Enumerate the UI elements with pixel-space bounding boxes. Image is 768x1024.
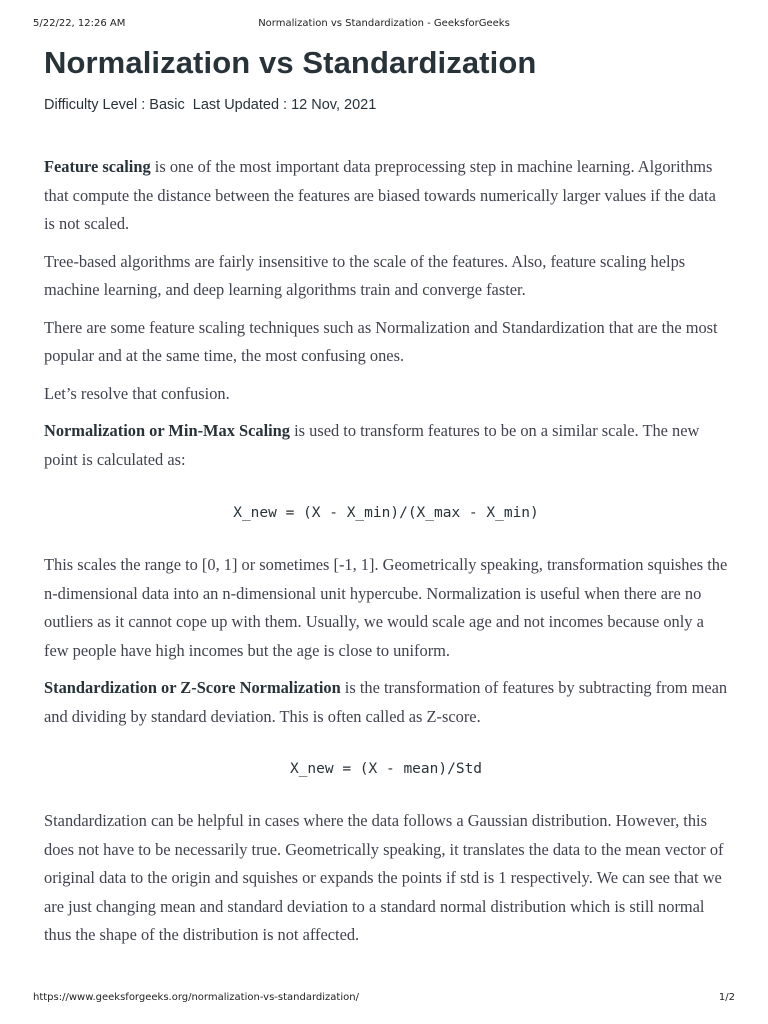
- paragraph-gaussian: Standardization can be helpful in cases where the data follows a Gaussian distribution. However, this does not have to be necessarily true. Geometrically speaking, it translates the data to the mean vector of original data to the origin and squishes or expands the points if std is 1 respectively. We can see that we are just changing mean and standard deviation to a standard normal distribution which is still normal thus the shape of the distribution is not affected.: [44, 811, 724, 944]
- article-title: Normalization vs Standardization: [44, 45, 537, 80]
- print-header: [33, 18, 735, 32]
- paragraph-techniques: There are some feature scaling techniques such as Normalization and Standardization that are the most popular and at the same time, the most confusing ones.: [44, 317, 718, 365]
- difficulty-level: Difficulty Level : Basic: [44, 97, 185, 113]
- formula-min-max: X_new = (X - X_min)/(X_max - X_min): [233, 505, 539, 521]
- paragraph-normalization: Normalization or Min-Max Scaling is used to transform features to be on a similar scale. The new point is calculated as:: [44, 421, 700, 469]
- paragraph-scales-range: This scales the range to [0, 1] or sometimes [-1, 1]. Geometrically speaking, transformation squishes the n-dimensional data into an n-dimensional unit hypercube. Normalization is useful when there are no outliers as it cannot cope up with them. Usually, we would scale age and not incomes because only a few people have high incomes but the age is close to uniform.: [44, 555, 728, 660]
- term-feature-scaling: Feature scaling: [44, 157, 151, 176]
- article-meta: [44, 95, 728, 115]
- print-date: 5/22/22, 12:26 AM: [33, 18, 126, 29]
- term-standardization: Standardization or Z-Score Normalization: [44, 678, 341, 697]
- formula-z-score: X_new = (X - mean)/Std: [289, 761, 483, 777]
- print-page-number: 1/2: [718, 992, 735, 1003]
- paragraph-resolve: Let’s resolve that confusion.: [44, 383, 230, 403]
- paragraph-feature-scaling: Feature scaling is one of the most important data preprocessing step in machine learning. Algorithms that compute the distance between the features are biased towards numerically larger values if the data is not scaled.: [44, 157, 716, 233]
- print-footer: [33, 992, 735, 1006]
- print-url: https://www.geeksforgeeks.org/normalization-vs-standardization/: [33, 992, 359, 1003]
- paragraph-standardization: Standardization or Z-Score Normalization is the transformation of features by subtracting from mean and dividing by standard deviation. This is often called as Z-score.: [44, 678, 728, 726]
- article-body: [44, 153, 728, 950]
- article: [44, 40, 728, 959]
- paragraph-tree-based: Tree-based algorithms are fairly insensitive to the scale of the features. Also, feature scaling helps machine learning, and deep learning algorithms train and converge faster.: [44, 251, 686, 299]
- print-page-title: Normalization vs Standardization - GeeksforGeeks: [258, 18, 510, 29]
- last-updated: Last Updated : 12 Nov, 2021: [192, 97, 377, 113]
- term-normalization: Normalization or Min-Max Scaling: [44, 421, 290, 440]
